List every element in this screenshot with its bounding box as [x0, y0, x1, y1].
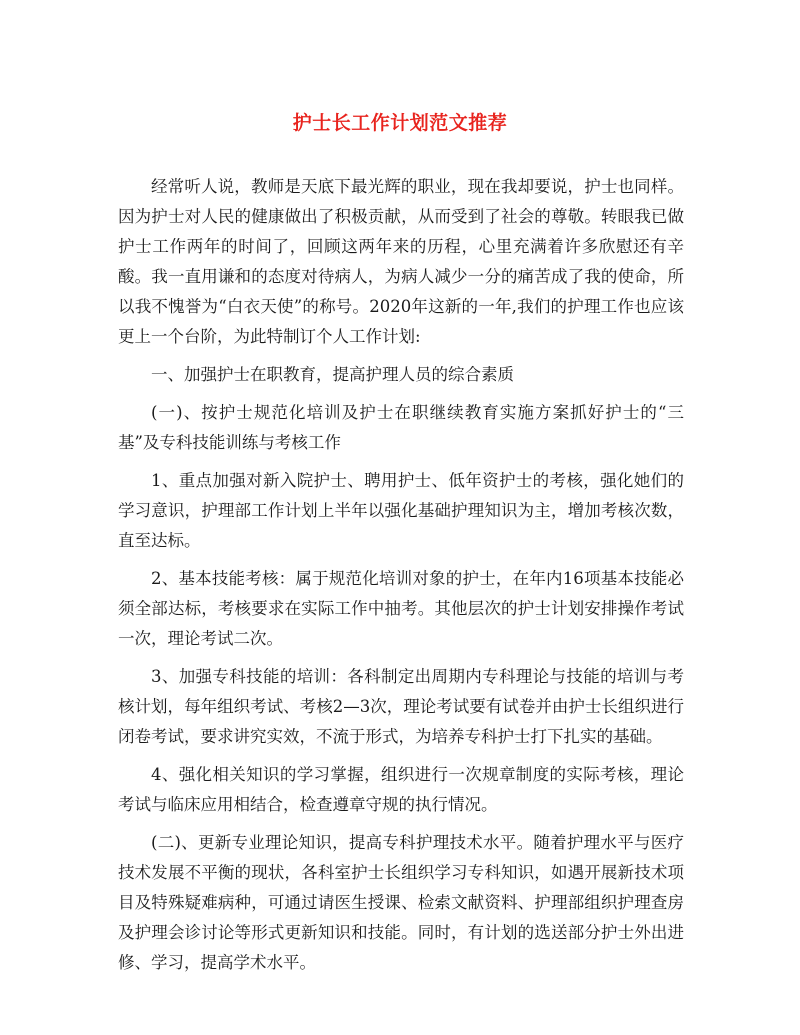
paragraph-item-4: 4、强化相关知识的学习掌握，组织进行一次规章制度的实际考核，理论考试与临床应用相结合，检查遵章守规的执行情况。: [118, 765, 684, 814]
section-heading-1: 一、加强护士在职教育，提高护理人员的综合素质: [151, 365, 514, 384]
paragraph-item-3: 3、加强专科技能的培训：各科制定出周期内专科理论与技能的培训与考核计划，每年组织考试、考核2—3次，理论考试要有试卷并由护士长组织进行闭卷考试，要求讲究实效，不流于形式，为培养专科护士打下扎实的基础。: [118, 667, 684, 746]
paragraph-item-2: 2、基本技能考核：属于规范化培训对象的护士，在年内16项基本技能必须全部达标，考核要求在实际工作中抽考。其他层次的护士计划安排操作考试一次，理论考试二次。: [118, 569, 684, 648]
paragraph-intro: 经常听人说，教师是天底下最光辉的职业，现在我却要说，护士也同样。因为护士对人民的健康做出了积极贡献，从而受到了社会的尊敬。转眼我已做护士工作两年的时间了，回顾这两年来的历程，心里充满着许多欣慰还有辛酸。我一直用谦和的态度对待病人，为病人减少一分的痛苦成了我的使命，所以我不愧誉为“白衣天使”的称号。2020年这新的一年,我们的护理工作也应该更上一个台阶，为此特制订个人工作计划:: [118, 177, 684, 346]
subsection-heading-1: (一)、按护士规范化培训及护士在职继续教育实施方案抓好护士的“三基”及专科技能训练与考核工作: [118, 403, 684, 452]
paragraph-item-1: 1、重点加强对新入院护士、聘用护士、低年资护士的考核，强化她们的学习意识，护理部工作计划上半年以强化基础护理知识为主，增加考核次数，直至达标。: [118, 471, 684, 550]
document-title: 护士长工作计划范文推荐: [292, 112, 508, 134]
subsection-paragraph-2: (二)、更新专业理论知识，提高专科护理技术水平。随着护理水平与医疗技术发展不平衡的现状，各科室护士长组织学习专科知识，如遇开展新技术项目及特殊疑难病种，可通过请医生授课、检索文献资料、护理部组织护理查房及护理会诊讨论等形式更新知识和技能。同时，有计划的选送部分护士外出进修、学习，提高学术水平。: [118, 833, 684, 972]
document-body: [118, 172, 684, 986]
